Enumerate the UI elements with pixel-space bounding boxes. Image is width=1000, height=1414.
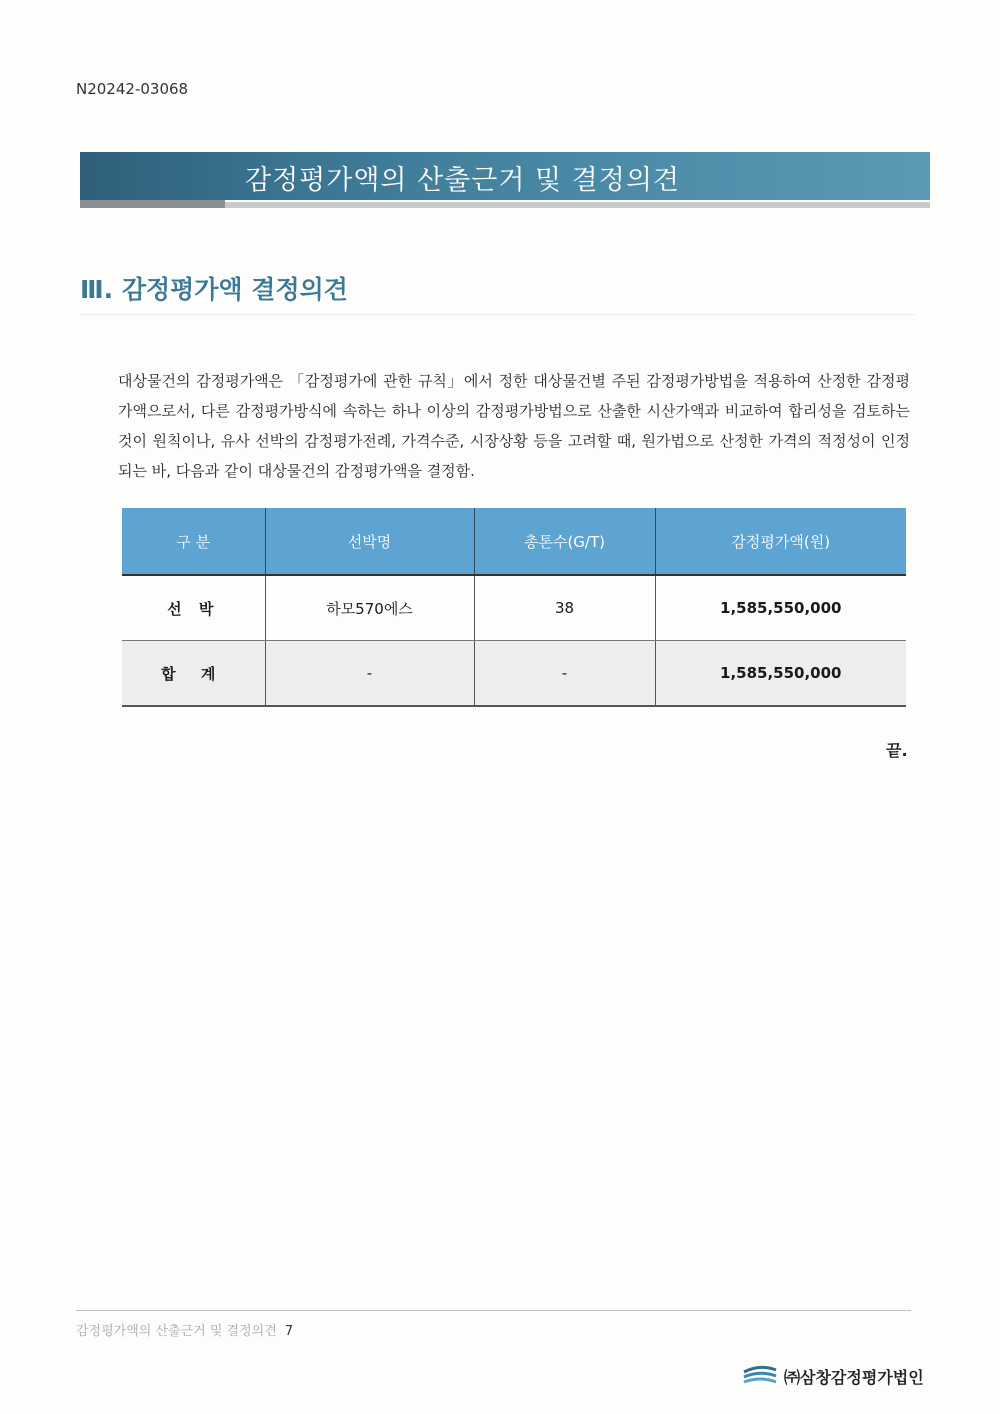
row-vessel-name: 하모570에스 [265, 575, 474, 641]
total-label: 합 계 [122, 641, 265, 707]
section-title: Ⅲ. 감정평가액 결정의견 [80, 275, 348, 304]
company-logo-icon [742, 1364, 778, 1388]
document-number: N20242-03068 [76, 80, 189, 98]
footer [76, 1320, 293, 1339]
chapter-banner [80, 152, 930, 212]
opinion-paragraph: 대상물건의 감정평가액은 「감정평가에 관한 규칙」에서 정한 대상물건별 주된 감정평가방법을 적용하여 산정한 감정평가액으로서, 다른 감정평가방식에 속하는 하나 이상의 감정평가방법으로 산출한 시산가액과 비교하여 합리성을 검토하는 것이 원칙이나, 유사 선박의 감정평가전례, 가격수준, 시장상황 등을 고려할 때, 원가법으로 산정한 가격의 적정성이 인정되는 바, 다음과 같이 대상물건의 감정평가액을 결정함. [118, 372, 910, 480]
header-vessel-name: 선박명 [265, 508, 474, 575]
section-divider [80, 314, 915, 315]
page-number: 7 [284, 1324, 294, 1339]
footer-divider [76, 1310, 911, 1311]
row-appraised-value: 1,585,550,000 [655, 575, 906, 641]
row-gross-tonnage: 38 [474, 575, 655, 641]
total-gross-tonnage: - [474, 641, 655, 707]
header-category: 구 분 [122, 508, 265, 575]
table-row [122, 575, 906, 641]
banner-title: 감정평가액의 산출근거 및 결정의견 [245, 165, 680, 196]
total-row [122, 641, 906, 707]
end-mark: 끝. [886, 741, 908, 760]
banner-underline-light [225, 202, 930, 208]
company-signature [742, 1364, 924, 1388]
total-appraised-value: 1,585,550,000 [655, 641, 906, 707]
header-appraised-value: 감정평가액(원) [655, 508, 906, 575]
table-header-row [122, 508, 906, 575]
banner-underline-dark [80, 200, 225, 208]
company-name: ㈜삼창감정평가법인 [784, 1367, 924, 1387]
total-vessel-name: - [265, 641, 474, 707]
footer-title: 감정평가액의 산출근거 및 결정의견 [76, 1324, 277, 1339]
valuation-table [122, 508, 906, 707]
row-category: 선 박 [122, 575, 265, 641]
header-gross-tonnage: 총톤수(G/T) [474, 508, 655, 575]
